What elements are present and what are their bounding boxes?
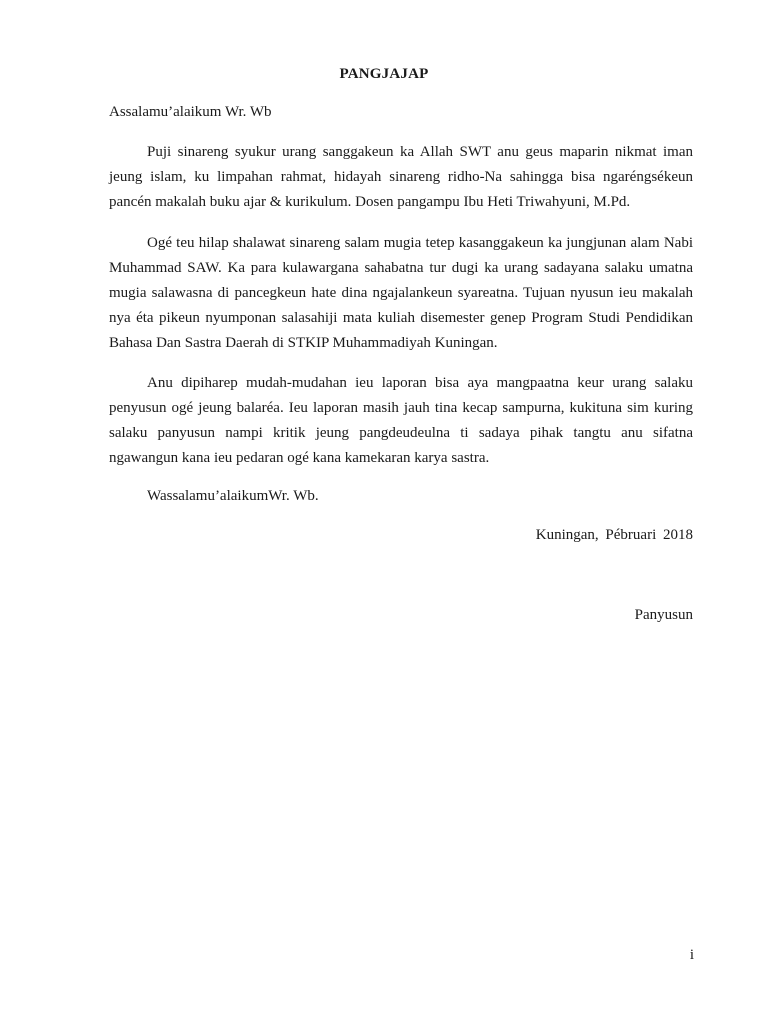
paragraph-3: Anu dipiharep mudah-mudahan ieu laporan bisa aya mangpaatna keur urang salaku penyusun ogé jeung balaréa. Ieu laporan masih jauh tina kecap sampurna, kukituna sim kuring salaku panyusun nampi kritik jeung pangdeudeulna ti sadaya pihak tangtu anu sifatna ngawangun kana ieu pedaran ogé kana kamekaran karya sastra. bbox=[109, 375, 693, 466]
place-date: Kuningan, Pébruari 2018 bbox=[535, 527, 693, 543]
paragraph-1: Puji sinareng syukur urang sanggakeun ka Allah SWT anu geus maparin nikmat iman jeung islam, ku limpahan rahmat, hidayah sinareng ridho-Na sahingga bisa ngaréngsékeun pancén makalah buku ajar & kurikulum. Dosen pangampu Ibu Heti Triwahyuni, M.Pd. bbox=[109, 144, 693, 210]
paragraph-2: Ogé teu hilap shalawat sinareng salam mugia tetep kasanggakeun ka jungjunan alam Nabi Muhammad SAW. Ka para kulawargana sahabatna tur dugi ka urang sadayana salaku umatna mugia salawasna di pancegkeun hate dina ngajalankeun syareatna. Tujuan nyusun ieu makalah nya éta pikeun nyumponan salasahiji mata kuliah disemester genep Program Studi Pendidikan Bahasa Dan Sastra Daerah di STKIP Muhammadiyah Kuningan. bbox=[109, 235, 693, 351]
author-signature: Panyusun bbox=[634, 607, 693, 623]
greeting-line: Assalamu’alaikum Wr. Wb bbox=[109, 104, 272, 120]
page-title: PANGJAJAP bbox=[339, 66, 429, 82]
page-number: i bbox=[689, 947, 694, 963]
closing-line: Wassalamu’alaikumWr. Wb. bbox=[147, 488, 319, 504]
